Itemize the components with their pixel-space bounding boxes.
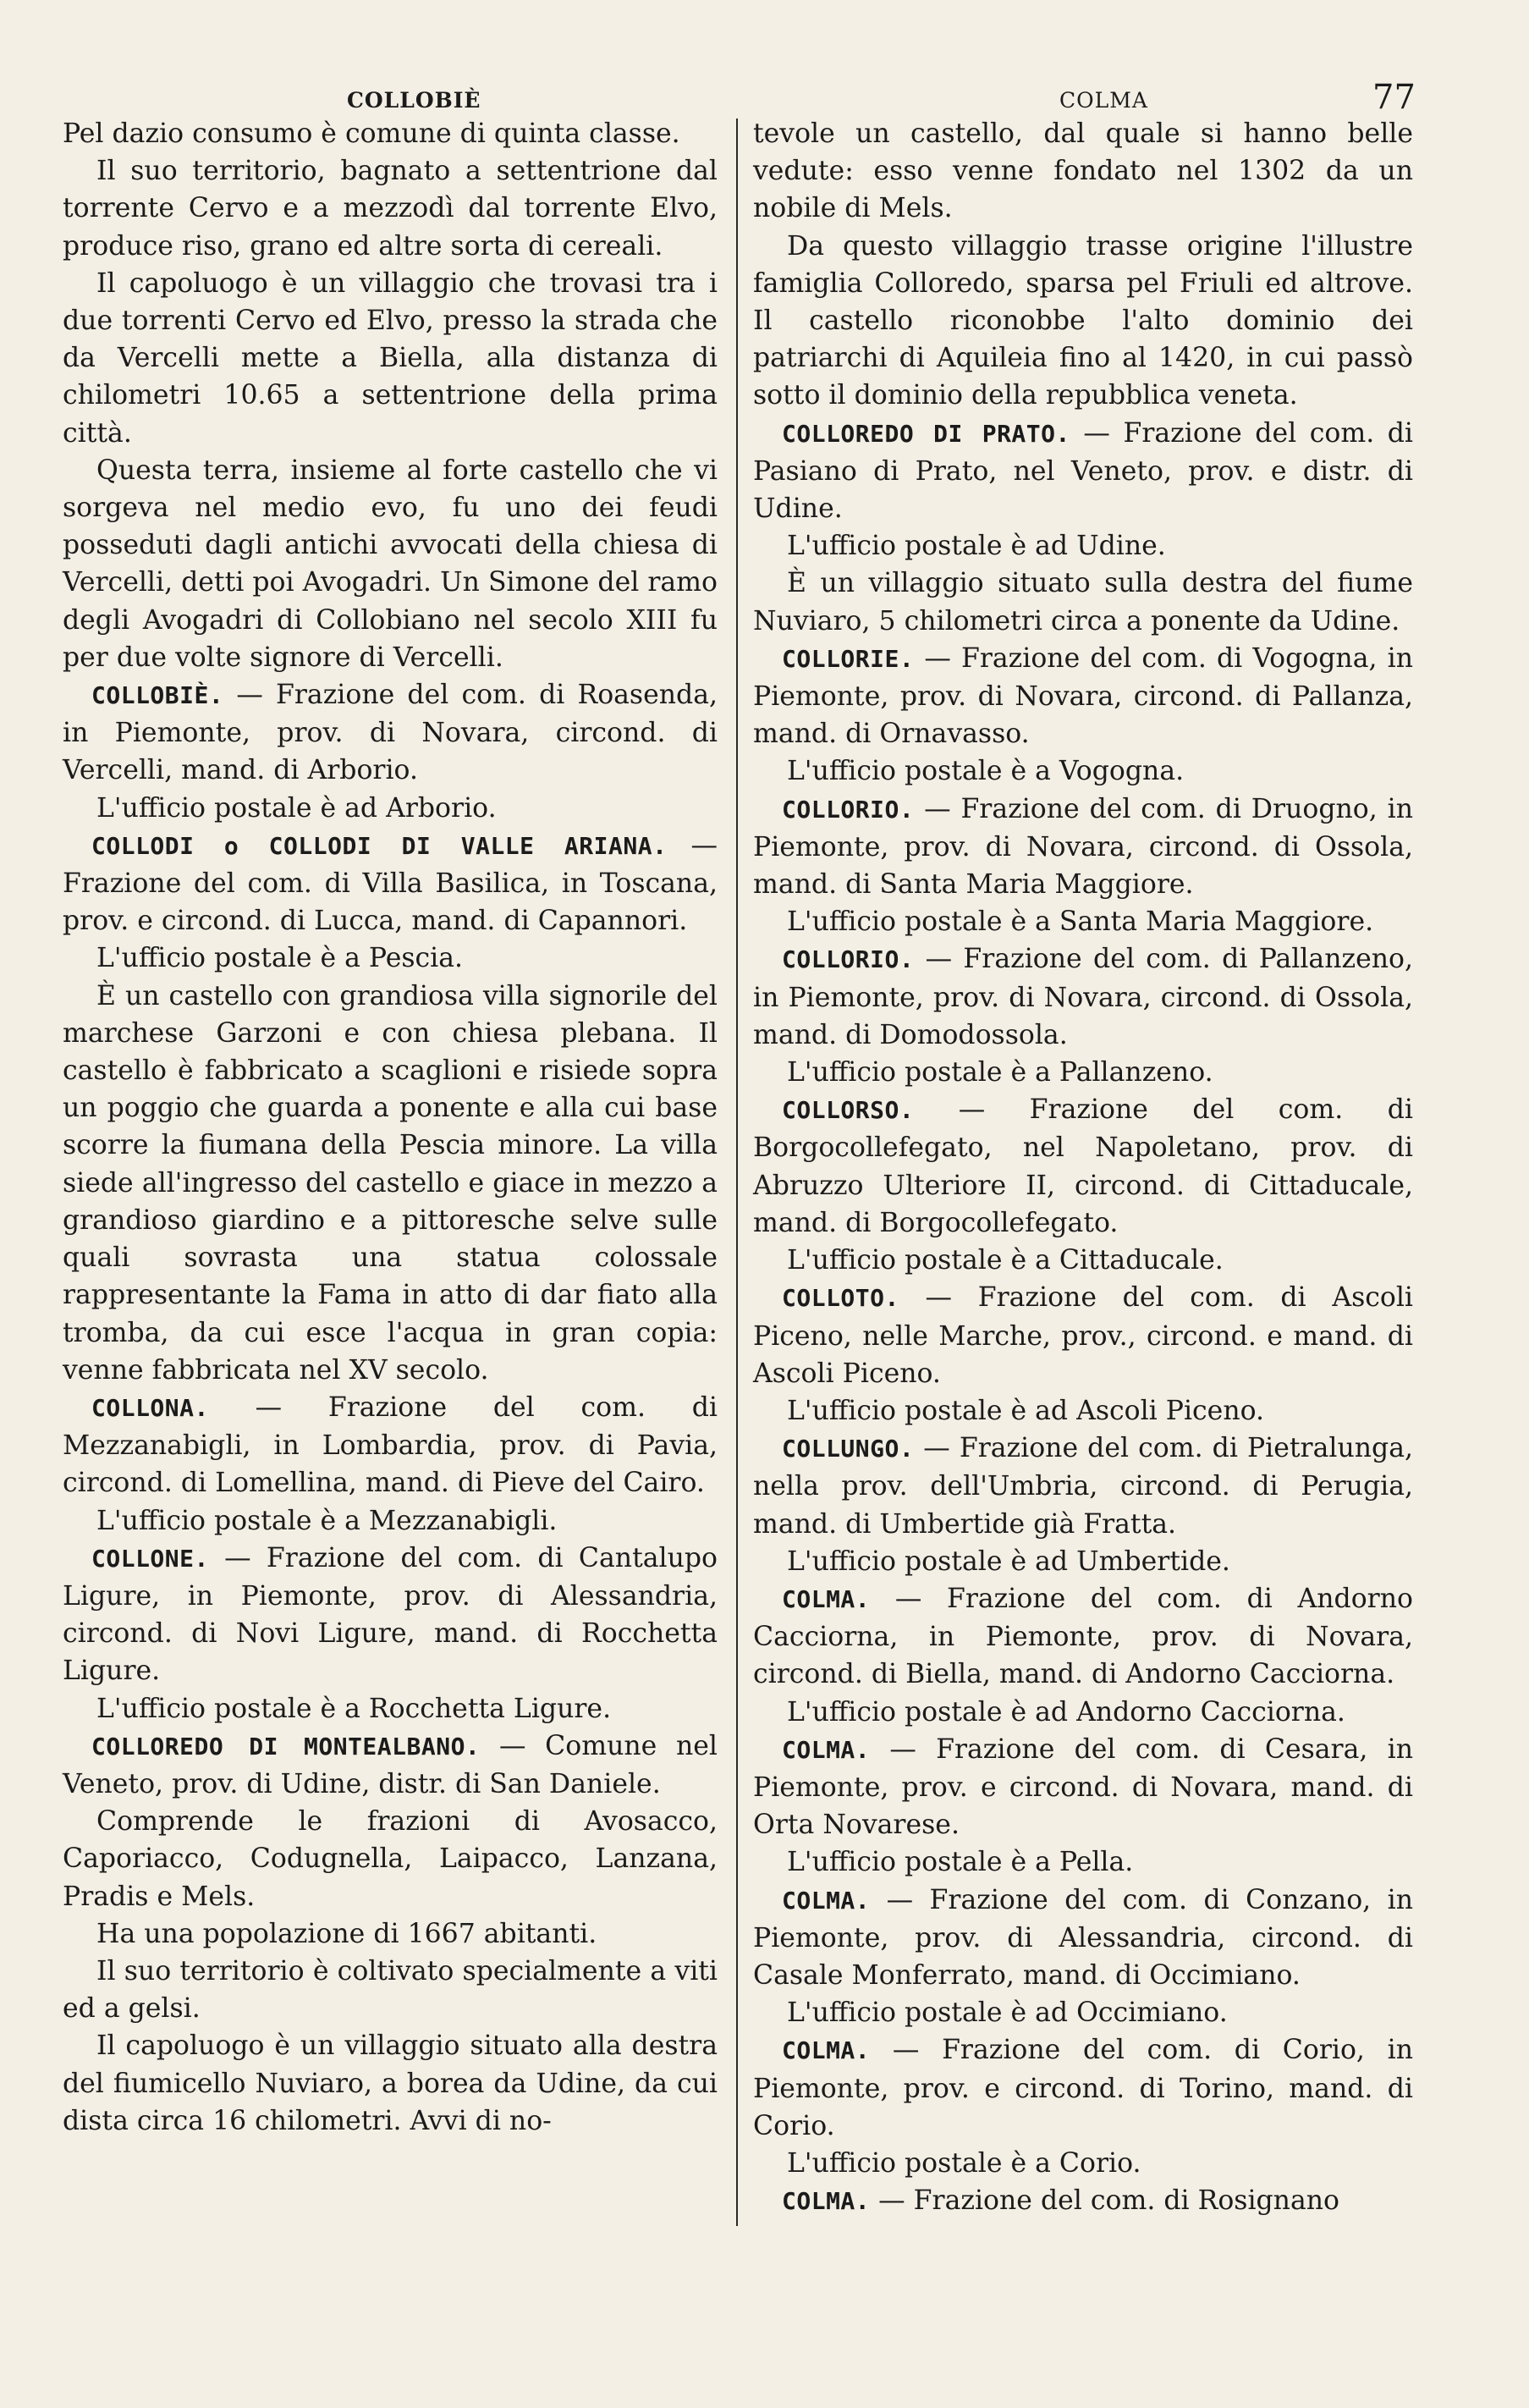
entry-text: — Frazione del com. di Pasiano di Prato, nel Veneto, prov. e distr. di Udine.	[753, 417, 1413, 525]
entry-headword: COLLORIO.	[782, 945, 915, 974]
paragraph: L'ufficio postale è a Vogogna.	[787, 756, 1185, 787]
entry-headword: COLLONE.	[91, 1544, 209, 1573]
dictionary-entry	[753, 791, 1413, 904]
entry-text: — Frazione del com. di Mezzanabigli, in Lombardia, prov. di Pavia, circond. di Lomellina, mand. di Pieve del Cairo.	[63, 1391, 718, 1499]
header-left-word: COLLOBIÈ	[347, 88, 481, 113]
dictionary-entry	[753, 1882, 1413, 1995]
dictionary-entry	[753, 1279, 1413, 1392]
paragraph: L'ufficio postale è a Corio.	[787, 2147, 1141, 2179]
entry-text: — Frazione del com. di Vogogna, in Piemonte, prov. di Novara, circond. di Pallanza, mand. di Ornavasso.	[753, 642, 1413, 750]
entry-text: — Frazione del com. di Rosignano	[870, 2185, 1340, 2217]
entry-headword: COLLORIO.	[782, 795, 915, 824]
entry-headword: COLLUNGO.	[782, 1435, 915, 1463]
paragraph: Ha una popolazione di 1667 abitanti.	[96, 1918, 597, 1949]
dictionary-entry	[63, 1540, 718, 1690]
continued-paragraph: tevole un castello, dal quale si hanno belle vedute: esso venne fondato nel 1302 da un nobile di Mels.	[753, 118, 1413, 224]
paragraph: L'ufficio postale è a Cittaducale.	[787, 1245, 1224, 1276]
dictionary-entry	[63, 1727, 718, 1803]
dictionary-entry	[753, 415, 1413, 528]
left-column	[63, 115, 718, 2140]
entry-headword: COLMA.	[782, 1886, 871, 1915]
entry-text: — Frazione del com. di Pietralunga, nella prov. dell'Umbria, circond. di Perugia, mand. di Umbertide già Fratta.	[753, 1433, 1413, 1540]
dictionary-entry	[753, 940, 1413, 1054]
entry-text: — Frazione del com. di Roasenda, in Piemonte, prov. di Novara, circond. di Vercelli, mand. di Arborio.	[63, 680, 718, 786]
paragraph: Il capoluogo è un villaggio situato alla destra del fiumicello Nuviaro, a borea da Udine, da cui dista circa 16 chilometri. Avvi di no-	[63, 2031, 718, 2136]
entry-text: — Frazione del com. di Druogno, in Piemonte, prov. di Novara, circond. di Ossola, mand. di Santa Maria Maggiore.	[753, 793, 1413, 901]
paragraph: Il capoluogo è un villaggio che trovasi tra i due torrenti Cervo ed Elvo, presso la strada che da Vercelli mette a Biella, alla distanza di chilometri 10.65 a settentrione della prima città.	[63, 267, 718, 449]
entry-text: — Frazione del com. di Villa Basilica, in Toscana, prov. e circond. di Lucca, mand. di Capannori.	[63, 829, 718, 937]
entry-headword: COLLOTO.	[782, 1284, 899, 1313]
entry-text: — Frazione del com. di Andorno Cacciorna, in Piemonte, prov. di Novara, circond. di Biella, mand. di Andorno Cacciorna.	[753, 1583, 1413, 1690]
paragraph: L'ufficio postale è ad Umbertide.	[787, 1546, 1230, 1577]
paragraph: Questa terra, insieme al forte castello che vi sorgeva nel medio evo, fu uno dei feudi posseduti dagli antichi avvocati della chiesa di Vercelli, detti poi Avogadri. Un Simone del ramo degli Avogadri di Collobiano nel secolo XIII fu per due volte signore di Vercelli.	[63, 455, 718, 673]
entry-text: — Comune nel Veneto, prov. di Udine, distr. di San Daniele.	[63, 1730, 718, 1799]
dictionary-entry	[753, 1091, 1413, 1242]
entry-headword: COLMA.	[782, 2036, 871, 2065]
header-center-word: COLMA	[1059, 88, 1148, 113]
entry-text: — Frazione del com. di Corio, in Piemonte, prov. e circond. di Torino, mand. di Corio.	[753, 2035, 1413, 2141]
entry-headword: COLLOREDO DI PRATO.	[782, 419, 1070, 448]
dictionary-entry	[753, 2031, 1413, 2145]
entry-headword: COLLODI o COLLODI DI VALLE ARIANA.	[91, 831, 668, 860]
paragraph: L'ufficio postale è a Santa Maria Maggiore.	[787, 906, 1374, 938]
paragraph: È un villaggio situato sulla destra del fiume Nuviaro, 5 chilometri circa a ponente da Udine.	[753, 568, 1413, 636]
paragraph: L'ufficio postale è ad Ascoli Piceno.	[787, 1395, 1265, 1426]
entry-headword: COLMA.	[782, 1584, 871, 1613]
page-number: 77	[1372, 78, 1416, 117]
dictionary-entry	[753, 1430, 1413, 1543]
right-column	[753, 115, 1413, 2220]
entry-text: — Frazione del com. di Conzano, in Piemonte, prov. di Alessandria, circond. di Casale Monferrato, mand. di Occimiano.	[753, 1884, 1413, 1991]
paragraph: L'ufficio postale è ad Udine.	[787, 531, 1166, 562]
paragraph: L'ufficio postale è a Pallanzeno.	[787, 1057, 1213, 1088]
entry-headword: COLLORSO.	[782, 1096, 915, 1125]
paragraph: L'ufficio postale è ad Andorno Cacciorna.	[787, 1696, 1345, 1727]
dictionary-entry	[753, 1731, 1413, 1844]
entry-headword: COLLONA.	[91, 1393, 209, 1422]
paragraph: L'ufficio postale è ad Arborio.	[96, 792, 497, 824]
entry-text: — Frazione del com. di Ascoli Piceno, nelle Marche, prov., circond. e mand. di Ascoli Piceno.	[753, 1282, 1413, 1389]
entry-text: — Frazione del com. di Borgocollefegato, nel Napoletano, prov. di Abruzzo Ulteriore II, circond. di Cittaducale, mand. di Borgocollefegato.	[753, 1094, 1413, 1238]
entry-headword: COLMA.	[782, 1735, 871, 1764]
entry-headword: COLLORIE.	[782, 644, 915, 673]
paragraph: L'ufficio postale è a Mezzanabigli.	[96, 1505, 558, 1536]
continued-paragraph: Pel dazio consumo è comune di quinta classe.	[63, 118, 680, 149]
entry-text: — Frazione del com. di Cesara, in Piemonte, prov. e circond. di Novara, mand. di Orta Novarese.	[753, 1733, 1413, 1841]
dictionary-entry	[753, 2182, 1413, 2220]
entry-text: — Frazione del com. di Cantalupo Ligure, in Piemonte, prov. di Alessandria, circond. di Novi Ligure, mand. di Rocchetta Ligure.	[63, 1542, 718, 1687]
paragraph: L'ufficio postale è ad Occimiano.	[787, 1997, 1228, 2029]
paragraph: Da questo villaggio trasse origine l'illustre famiglia Colloredo, sparsa pel Friuli ed altrove. Il castello riconobbe l'alto dominio dei patriarchi di Aquileia fino al 1420, in cui passò sotto il dominio della repubblica veneta.	[753, 230, 1413, 411]
dictionary-entry	[63, 1389, 718, 1502]
paragraph: È un castello con grandiosa villa signorile del marchese Garzoni e con chiesa plebana. Il castello è fabbricato a scaglioni e risiede sopra un poggio che guarda a ponente e alla cui base scorre la fiumana della Pescia minore. La villa siede all'ingresso del castello e giace in mezzo a grandioso giardino e a pittoresche selve sulle quali sovrasta una statua colossale rappresentante la Fama in atto di dar fiato alla tromba, da cui esce l'acqua in gran copia: venne fabbricata nel XV secolo.	[63, 980, 718, 1386]
paragraph: Comprende le frazioni di Avosacco, Caporiacco, Codugnella, Laipacco, Lanzana, Pradis e Mels.	[63, 1806, 718, 1912]
paragraph: Il suo territorio è coltivato specialmente a viti ed a gelsi.	[63, 1955, 718, 2025]
entry-headword: COLLOBIÈ.	[91, 681, 224, 710]
dictionary-entry	[63, 676, 718, 790]
entry-headword: COLMA.	[782, 2187, 871, 2216]
paragraph: L'ufficio postale è a Pescia.	[96, 943, 464, 974]
paragraph: Il suo territorio, bagnato a settentrione dal torrente Cervo e a mezzodì dal torrente Elvo, produce riso, grano ed altre sorta di cereali.	[63, 156, 718, 262]
running-header	[0, 74, 1529, 117]
entry-text: — Frazione del com. di Pallanzeno, in Piemonte, prov. di Novara, circond. di Ossola, mand. di Domodossola.	[753, 944, 1413, 1050]
dictionary-entry	[753, 640, 1413, 753]
entry-headword: COLLOREDO DI MONTEALBANO.	[91, 1732, 481, 1761]
paragraph: L'ufficio postale è a Rocchetta Ligure.	[96, 1693, 612, 1724]
column-divider	[736, 118, 738, 2226]
dictionary-entry	[753, 1580, 1413, 1694]
paragraph: L'ufficio postale è a Pella.	[787, 1847, 1134, 1878]
dictionary-entry	[63, 827, 718, 940]
